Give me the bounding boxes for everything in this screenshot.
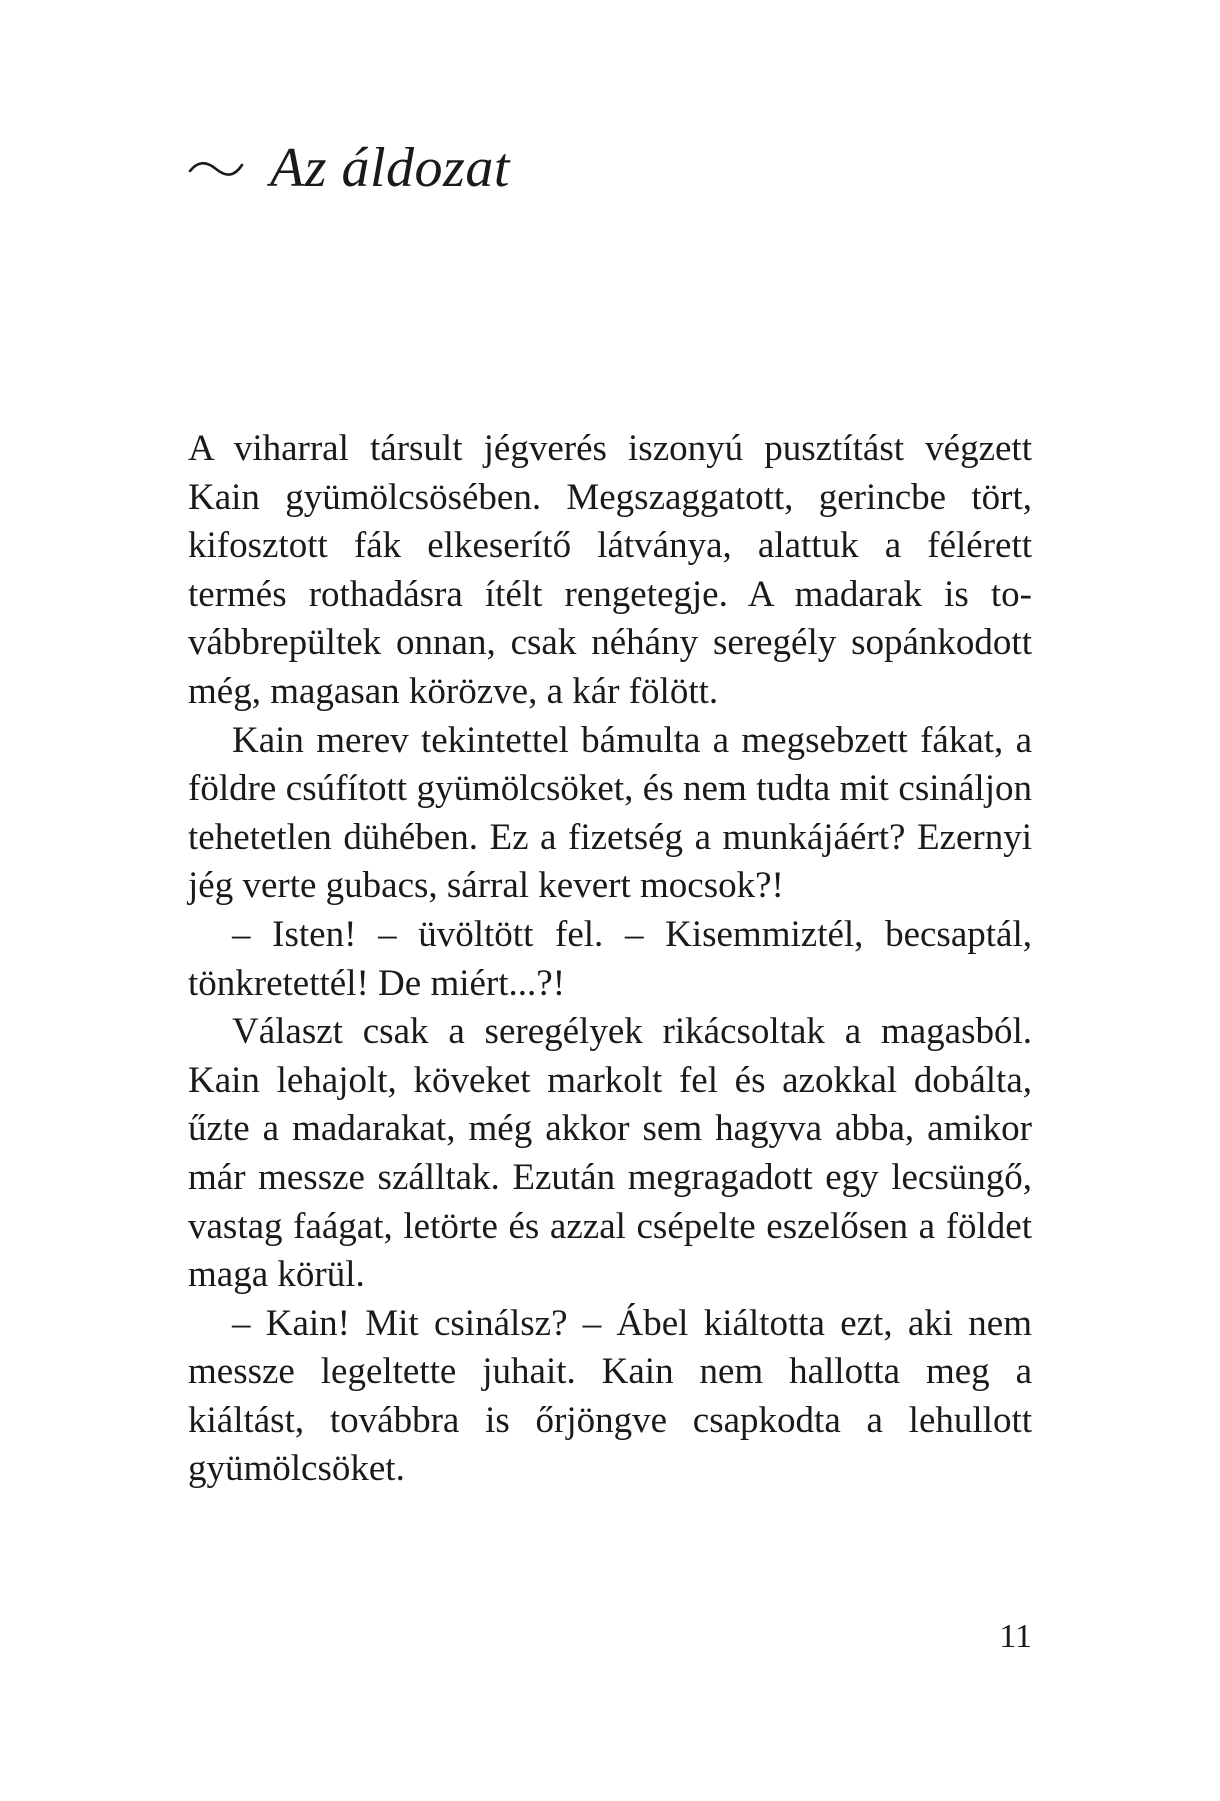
body-text <box>188 425 1032 1494</box>
paragraph-1: A viharral társult jégverés iszonyú pusztítást végzett Kain gyümölcsösében. Megszaggatott, gerincbe tört, kifosztott fák elkeserítő látványa, alattuk a félérett termés rothadásra ítélt rengetegje. A madarak is továbbrepültek onnan, csak néhány seregély sopánkodott még, magasan körözve, a kár fölött. <box>188 428 1032 712</box>
chapter-heading <box>188 137 510 199</box>
chapter-title: Az áldozat <box>270 137 510 199</box>
paragraph-2: Kain merev tekintettel bámulta a megsebzett fákat, a földre csúfított gyümölcsöket, és nem tudta mit csináljon tehetetlen dühében. Ez a fizetség a munkájáért? Ezernyi jég verte gubacs, sárral kevert mocsok?! <box>188 719 1032 907</box>
paragraph-3: – Isten! – üvöltött fel. – Kisemmiztél, becsaptál, tönkretettél! De miért...?! <box>188 913 1032 1004</box>
paragraph-5: – Kain! Mit csinálsz? – Ábel kiáltotta ezt, aki nem messze legeltette juhait. Kain nem hallotta meg a kiáltást, továbbra is őrjöngve csapkodta a lehullott gyümölcsöket. <box>188 1302 1032 1490</box>
paragraph-4: Választ csak a seregélyek rikácsoltak a magasból. Kain lehajolt, köveket markolt fel és azokkal dobálta, űzte a madarakat, még akkor sem hagyva abba, amikor már messze szálltak. Ezután megragadott egy lecsüngő, vastag faágat, letörte és azzal csépelte eszelősen a földet maga körül. <box>188 1011 1032 1296</box>
page-number: 11 <box>999 1618 1032 1655</box>
tilde-ornament-icon <box>188 157 244 179</box>
